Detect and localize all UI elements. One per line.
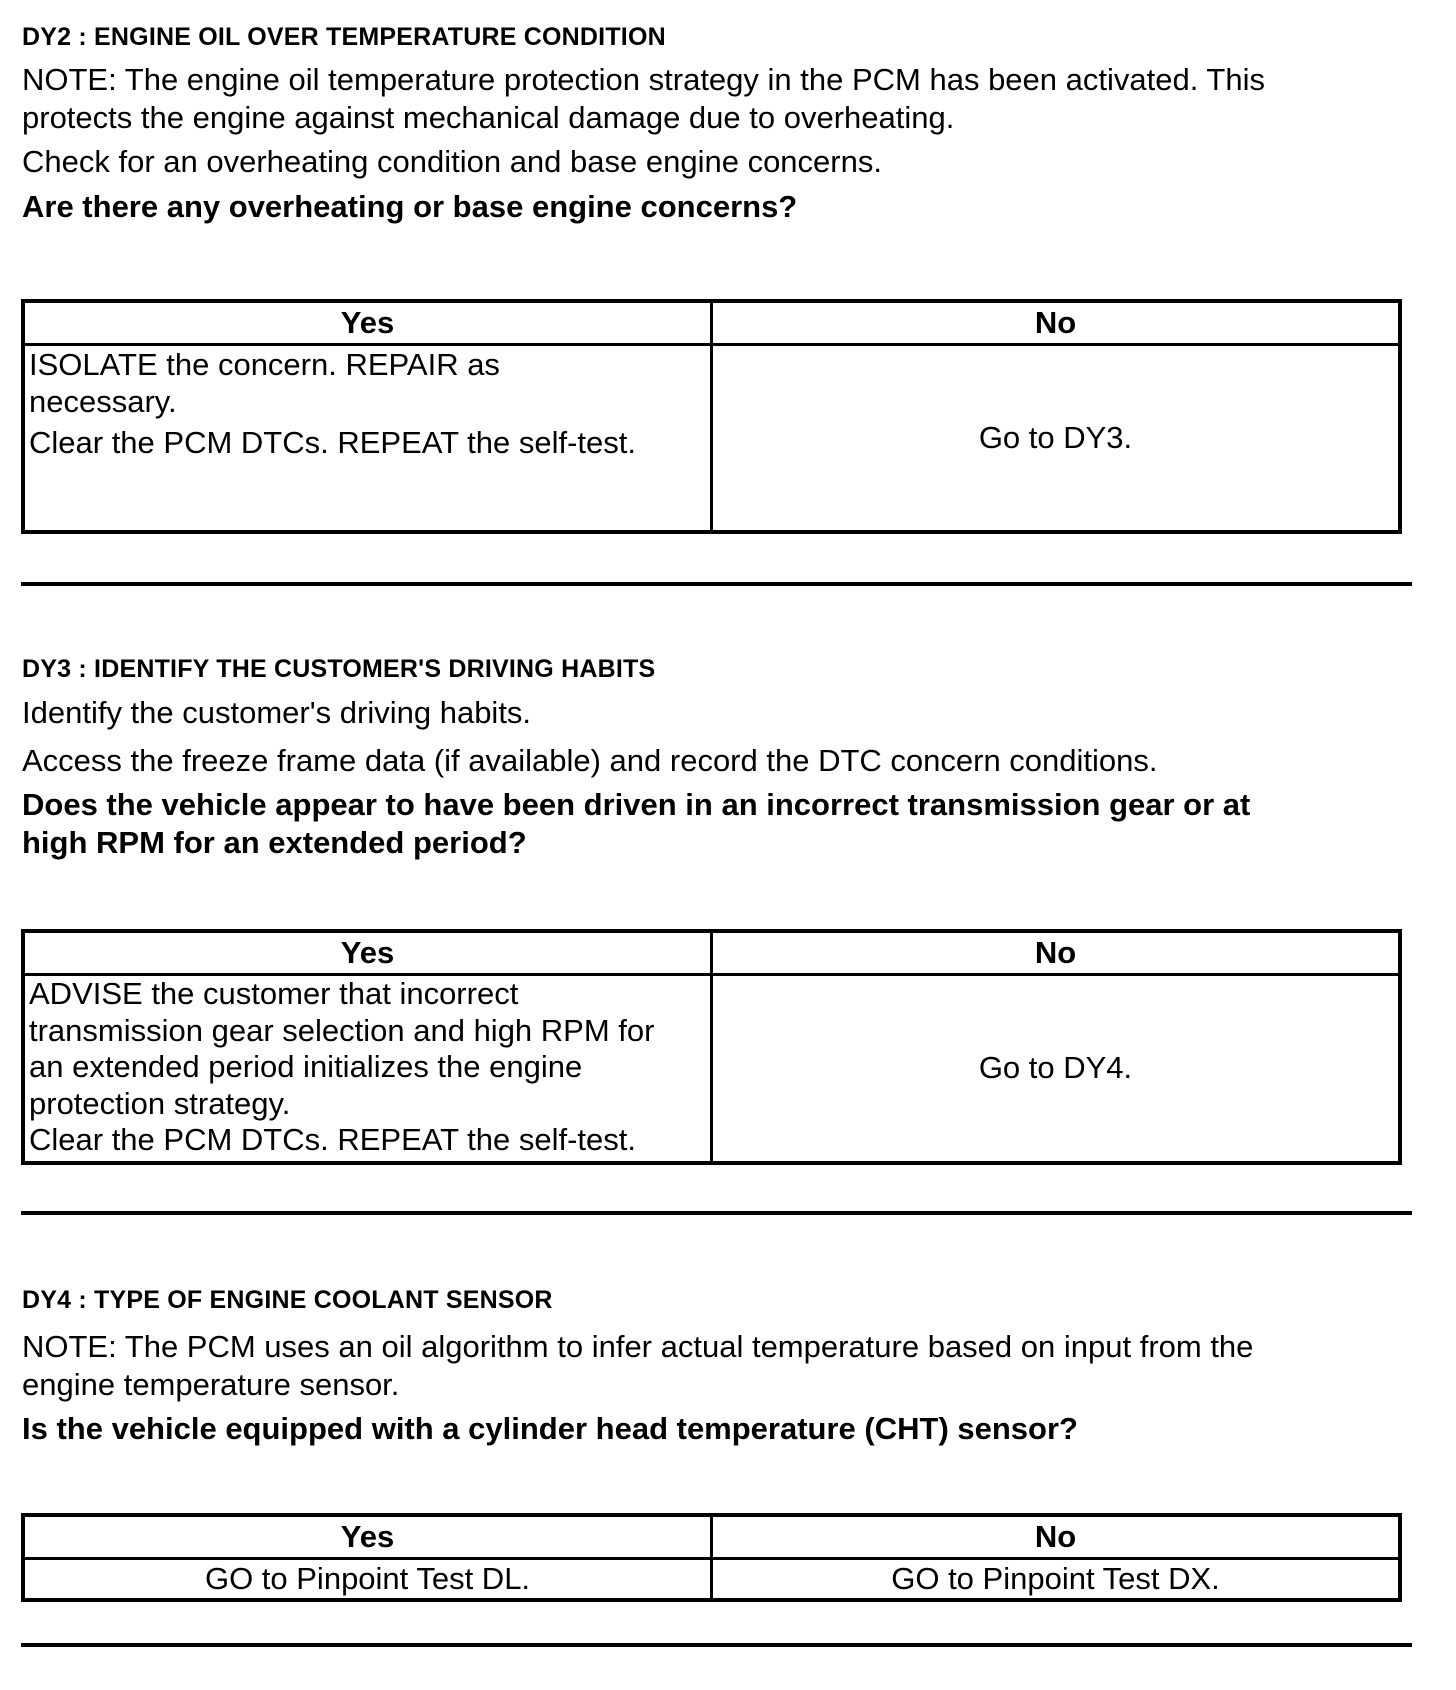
- section-divider: [21, 1643, 1412, 1647]
- yes-line: Clear the PCM DTCs. REPEAT the self-test.: [29, 1122, 636, 1157]
- yes-header: Yes: [23, 931, 712, 975]
- dy3-heading: DY3 : IDENTIFY THE CUSTOMER'S DRIVING HABITS: [22, 655, 656, 683]
- dy3-instruction1: Identify the customer's driving habits.: [22, 695, 532, 730]
- no-header: No: [712, 931, 1401, 975]
- no-header: No: [712, 301, 1401, 345]
- dy3-question-line1: Does the vehicle appear to have been driven in an incorrect transmission gear or at: [22, 787, 1251, 822]
- table-row: [23, 1559, 1400, 1601]
- dy2-heading: DY2 : ENGINE OIL OVER TEMPERATURE CONDITION: [22, 23, 666, 51]
- yes-line: protection strategy.: [29, 1085, 291, 1121]
- yes-line: ISOLATE the concern. REPAIR as: [29, 347, 500, 382]
- table-header-row: [23, 1515, 1400, 1559]
- dy3-section: [22, 654, 1412, 862]
- yes-line: Clear the PCM DTCs. REPEAT the self-test.: [29, 425, 636, 460]
- dy2-decision-table: [21, 299, 1402, 534]
- table-row: [23, 975, 1400, 1163]
- section-divider: [21, 1211, 1412, 1215]
- dy3-question-line2: high RPM for an extended period?: [22, 825, 527, 860]
- no-cell: Go to DY3.: [712, 345, 1401, 532]
- dy4-decision-table: [21, 1513, 1402, 1602]
- dy3-instruction2: Access the freeze frame data (if available) and record the DTC concern conditions.: [22, 743, 1158, 778]
- yes-line: necessary.: [29, 384, 177, 419]
- dy4-section: [22, 1285, 1412, 1448]
- dy2-section: [22, 22, 1412, 226]
- dy4-question: Is the vehicle equipped with a cylinder head temperature (CHT) sensor?: [22, 1411, 1078, 1446]
- dy2-note: [22, 61, 1412, 137]
- dy3-decision-table: [21, 929, 1402, 1165]
- table-header-row: [23, 301, 1400, 345]
- table-header-row: [23, 931, 1400, 975]
- no-header: No: [712, 1515, 1401, 1559]
- table-row: [23, 345, 1400, 532]
- no-cell: Go to DY4.: [712, 975, 1401, 1163]
- yes-line: ADVISE the customer that incorrect: [29, 976, 519, 1011]
- no-cell: GO to Pinpoint Test DX.: [712, 1559, 1401, 1601]
- section-divider: [21, 582, 1412, 586]
- dy2-note-line1: NOTE: The engine oil temperature protection strategy in the PCM has been activated. This: [22, 62, 1265, 97]
- dy4-note-line1: NOTE: The PCM uses an oil algorithm to infer actual temperature based on input from the: [22, 1329, 1254, 1364]
- dy2-instruction: Check for an overheating condition and base engine concerns.: [22, 144, 882, 179]
- dy2-note-line2: protects the engine against mechanical damage due to overheating.: [22, 100, 955, 135]
- dy3-question: [22, 786, 1412, 862]
- dy4-heading: DY4 : TYPE OF ENGINE COOLANT SENSOR: [22, 1286, 553, 1314]
- yes-cell: [23, 975, 712, 1163]
- yes-cell: GO to Pinpoint Test DL.: [23, 1559, 712, 1601]
- yes-line: transmission gear selection and high RPM for: [29, 1012, 655, 1048]
- dy2-question: Are there any overheating or base engine concerns?: [22, 189, 798, 224]
- dy4-note-line2: engine temperature sensor.: [22, 1367, 400, 1402]
- yes-header: Yes: [23, 301, 712, 345]
- yes-cell: [23, 345, 712, 532]
- yes-header: Yes: [23, 1515, 712, 1559]
- dy4-note: [22, 1328, 1412, 1404]
- yes-line: an extended period initializes the engine: [29, 1049, 583, 1084]
